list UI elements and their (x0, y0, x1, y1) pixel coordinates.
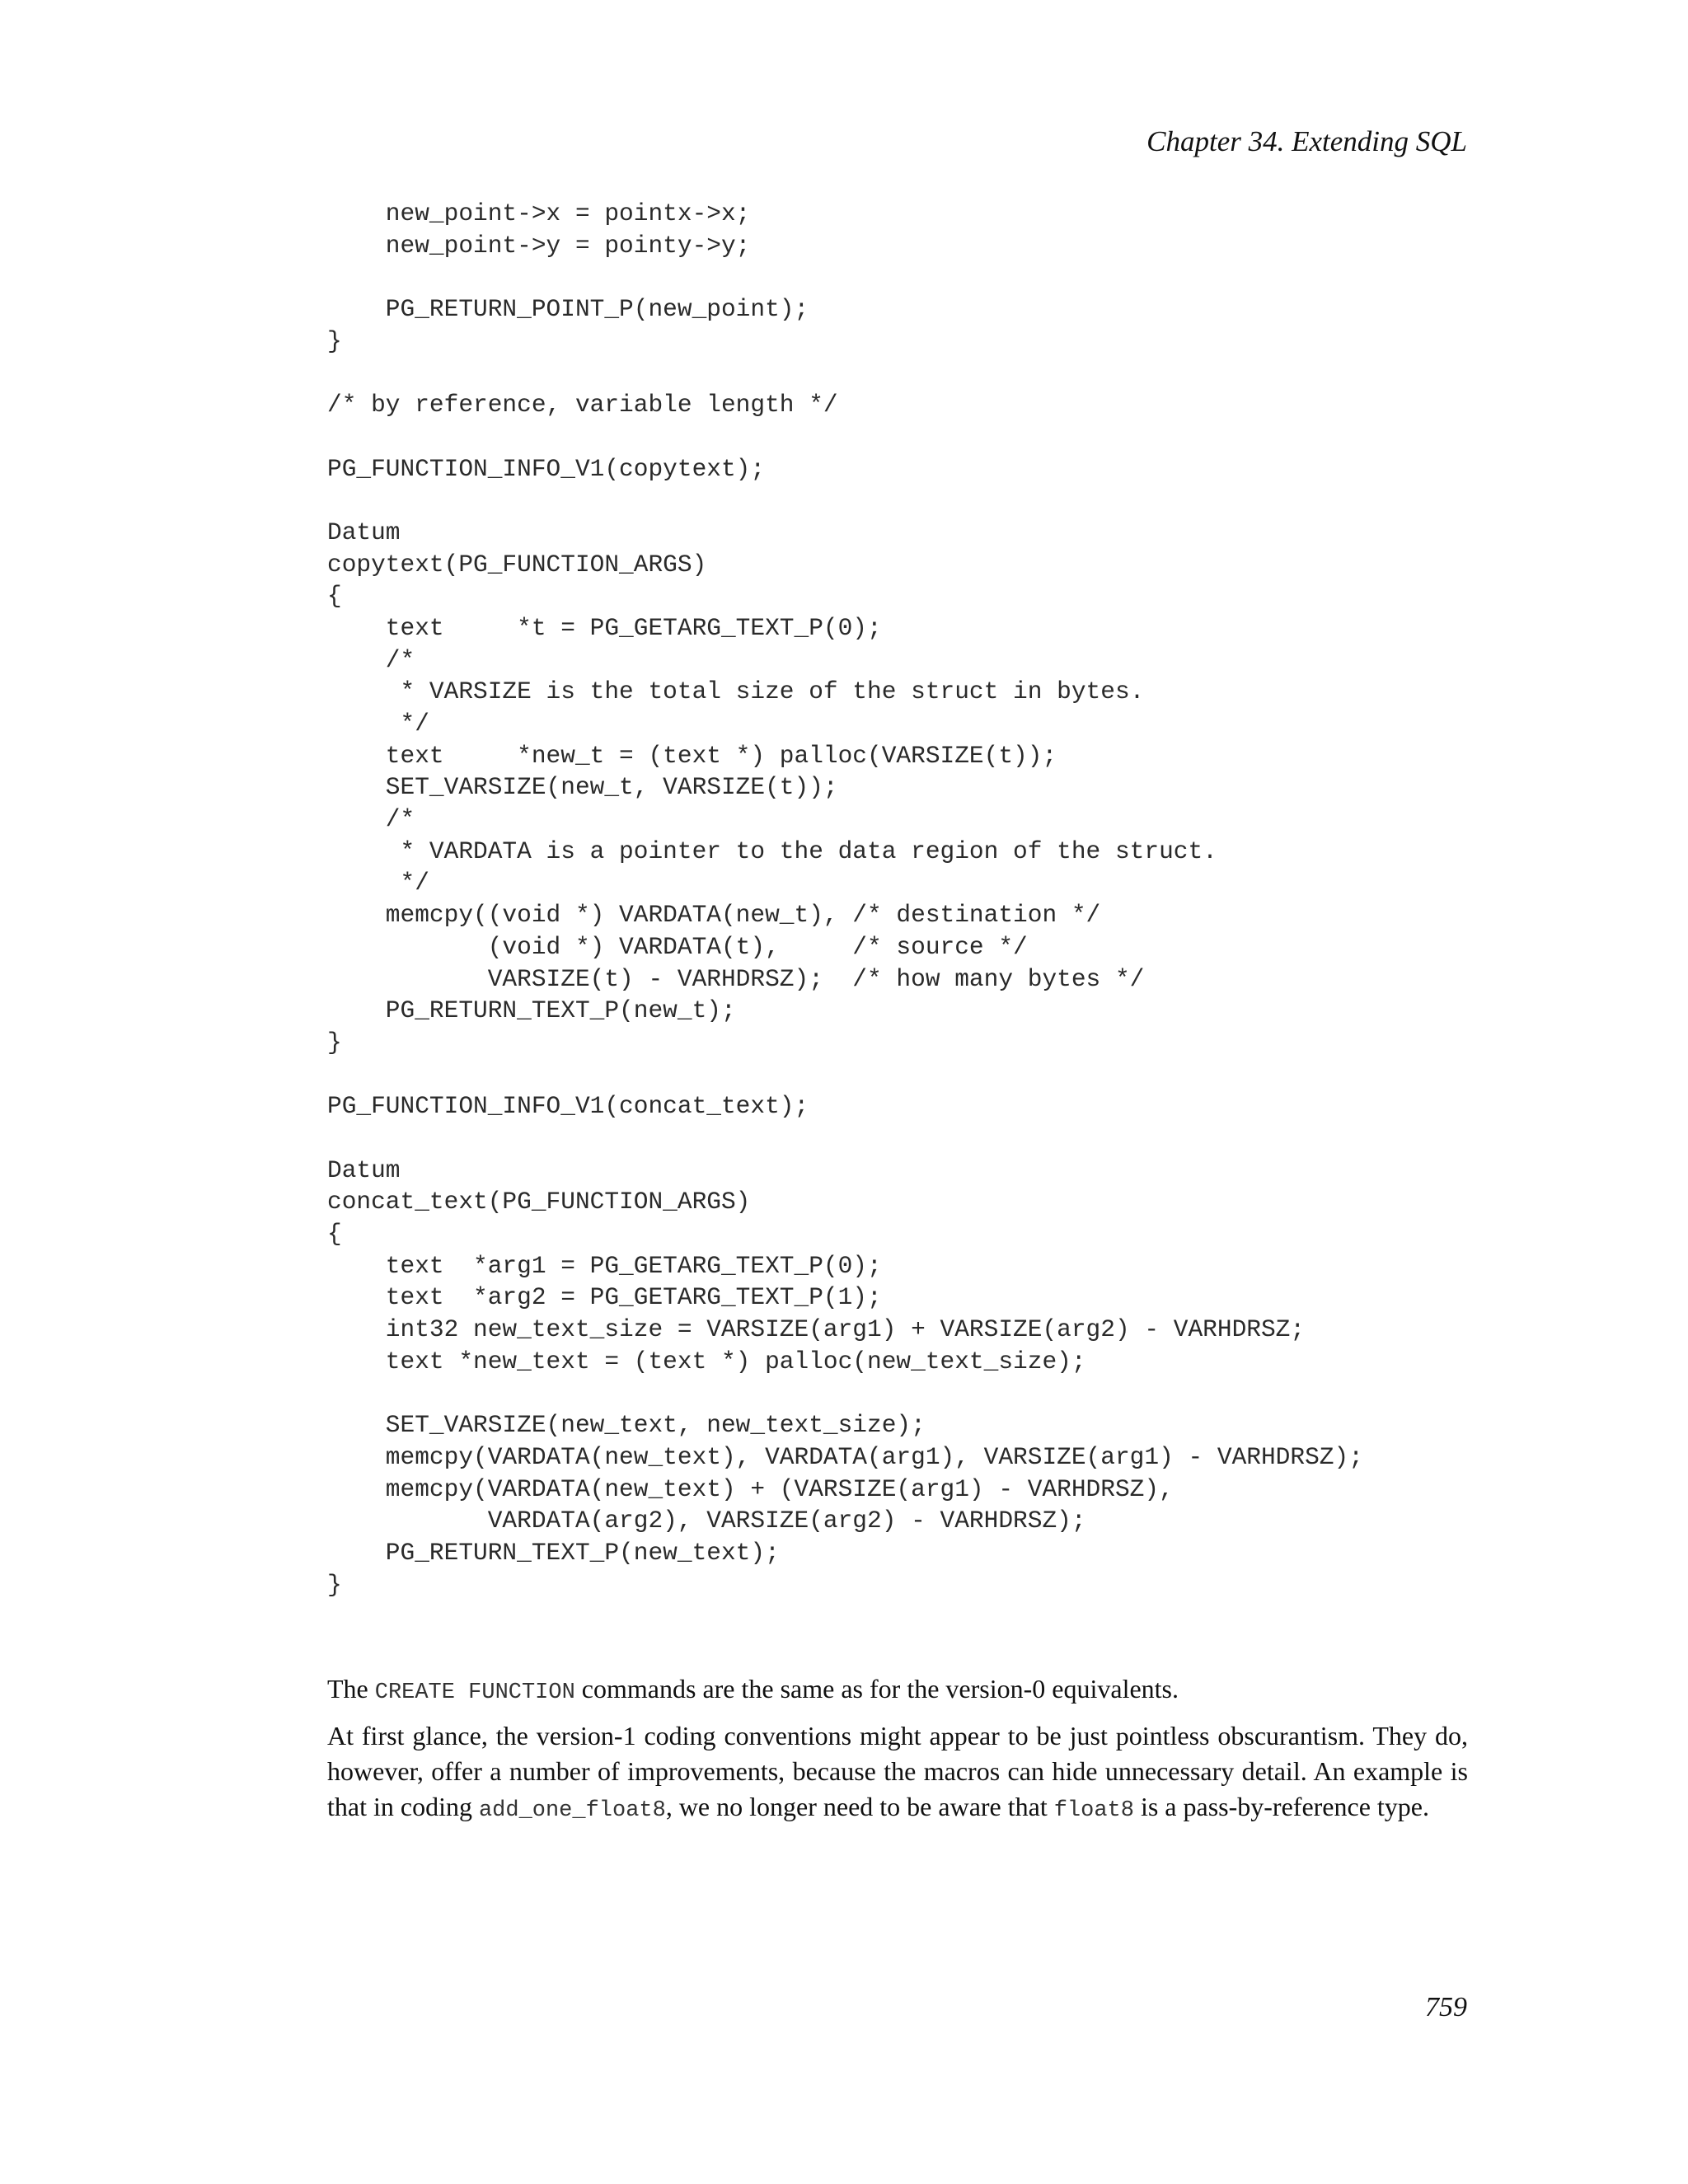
code-line: (void *) VARDATA(t), /* source */ (327, 932, 1028, 961)
code-line: text *arg2 = PG_GETARG_TEXT_P(1); (327, 1283, 882, 1312)
code-line: PG_RETURN_TEXT_P(new_t); (327, 996, 736, 1025)
code-line (327, 421, 1363, 453)
code-line: PG_RETURN_TEXT_P(new_text); (327, 1538, 780, 1567)
code-line: * VARSIZE is the total size of the struct in bytes. (327, 677, 1145, 706)
code-line: PG_RETURN_POINT_P(new_point); (327, 295, 809, 324)
chapter-header: Chapter 34. Extending SQL (1146, 125, 1467, 157)
code-line: { (327, 1220, 342, 1248)
code-line: int32 new_text_size = VARSIZE(arg1) + VARSIZE(arg2) - VARHDRSZ; (327, 1315, 1306, 1344)
code-line: text *t = PG_GETARG_TEXT_P(0); (327, 613, 882, 642)
code-line: /* by reference, variable length */ (327, 391, 838, 419)
inline-code: float8 (1053, 1798, 1134, 1823)
code-line: VARSIZE(t) - VARHDRSZ); /* how many bytes */ (327, 964, 1145, 993)
code-line: * VARDATA is a pointer to the data region of the struct. (327, 837, 1217, 865)
code-line: Datum (327, 518, 401, 546)
code-line (327, 261, 1363, 293)
paragraph-version1-conventions (327, 1718, 1468, 1829)
code-line: text *new_text = (text *) palloc(new_text_size); (327, 1347, 1086, 1376)
paragraph-text: At first glance, the version-1 coding conventions might appear to be just pointless obscurantism. They do, however, offer a number of improvements, because the macros can hide unnecessary detail. An example is that in coding (327, 1721, 1468, 1821)
code-line: /* (327, 645, 415, 674)
inline-code: CREATE FUNCTION (374, 1680, 575, 1705)
inline-code: add_one_float8 (478, 1798, 666, 1823)
code-line: { (327, 582, 342, 611)
paragraph-text: The (327, 1674, 375, 1704)
code-line (327, 1122, 1363, 1155)
paragraph-text: commands are the same as for the version-0 equivalents. (574, 1674, 1179, 1704)
code-line: copytext(PG_FUNCTION_ARGS) (327, 550, 707, 579)
code-line: text *arg1 = PG_GETARG_TEXT_P(0); (327, 1251, 882, 1280)
code-line: new_point->x = pointx->x; (327, 199, 751, 227)
code-line (327, 357, 1363, 389)
code-line: VARDATA(arg2), VARSIZE(arg2) - VARHDRSZ); (327, 1507, 1086, 1535)
code-line (327, 1059, 1363, 1091)
code-line (327, 1377, 1363, 1409)
code-line: PG_FUNCTION_INFO_V1(concat_text); (327, 1092, 809, 1121)
code-line: memcpy(VARDATA(new_text) + (VARSIZE(arg1) - VARHDRSZ), (327, 1474, 1174, 1503)
code-line: } (327, 1570, 342, 1599)
code-line: } (327, 326, 342, 355)
code-line: SET_VARSIZE(new_t, VARSIZE(t)); (327, 773, 838, 802)
code-line: concat_text(PG_FUNCTION_ARGS) (327, 1188, 751, 1216)
code-line: new_point->y = pointy->y; (327, 231, 751, 260)
page-number: 759 (1425, 1992, 1467, 2022)
code-line: PG_FUNCTION_INFO_V1(copytext); (327, 454, 766, 483)
code-line: */ (327, 710, 429, 738)
code-line: Datum (327, 1155, 401, 1184)
paragraph-create-function (327, 1671, 1468, 1711)
code-line: SET_VARSIZE(new_text, new_text_size); (327, 1411, 926, 1440)
code-line: memcpy((void *) VARDATA(new_t), /* destination */ (327, 901, 1101, 930)
code-line: */ (327, 869, 429, 898)
code-line: /* (327, 805, 415, 834)
code-line (327, 485, 1363, 517)
paragraph-text: is a pass-by-reference type. (1133, 1792, 1429, 1821)
code-line: text *new_t = (text *) palloc(VARSIZE(t)); (327, 741, 1057, 770)
code-listing (327, 198, 1363, 1601)
code-line: memcpy(VARDATA(new_text), VARDATA(arg1), VARSIZE(arg1) - VARHDRSZ); (327, 1442, 1363, 1471)
paragraph-text: , we no longer need to be aware that (665, 1792, 1054, 1821)
code-line: } (327, 1028, 342, 1057)
